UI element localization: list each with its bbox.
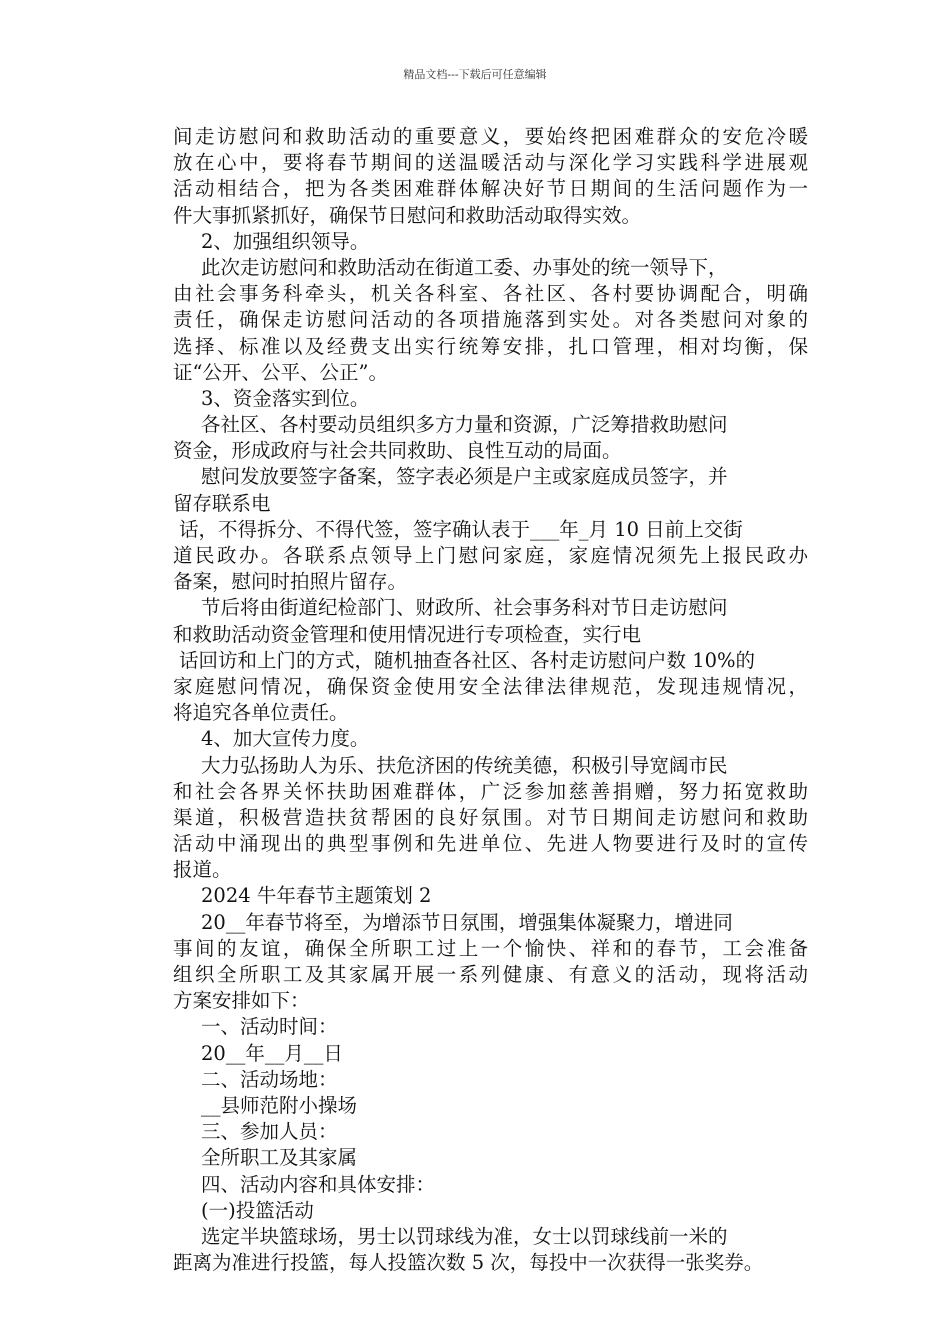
text-line: 四、活动内容和具体安排： [201, 1172, 436, 1196]
text-line: 一、活动时间： [201, 1015, 338, 1039]
text-line: 道民政办。各联系点领导上门慰问家庭，家庭情况须先上报民政办 [173, 544, 808, 567]
text-line: 资金，形成政府与社会共同救助、良性互动的局面。 [173, 439, 622, 463]
text-line: 20__年__月__日 [201, 1041, 343, 1065]
text-line: 慰问发放要签字备案，签字表必须是户主或家庭成员签字，并 [201, 465, 728, 489]
text-line: 家庭慰问情况，确保资金使用安全法律法律规范，发现违规情况， [173, 674, 808, 698]
text-line: 责任，确保走访慰问活动的各项措施落到实处。对各类慰问对象的 [173, 308, 808, 332]
text-line: 话回访和上门的方式，随机抽查各社区、各村走访慰问户数 10%的 [179, 648, 756, 672]
text-line: 二、活动场地： [201, 1067, 338, 1091]
text-line: 和社会各界关怀扶助困难群体，广泛参加慈善捐赠，努力拓宽救助 [173, 779, 808, 803]
text-line: 方案安排如下： [173, 989, 310, 1013]
text-line: 渠道，积极营造扶贫帮困的良好氛围。对节日期间走访慰问和救助 [173, 805, 808, 829]
text-line: 大力弘扬助人为乐、扶危济困的传统美德，积极引导宽阔市民 [201, 753, 728, 777]
text-line: __县师范附小操场 [201, 1093, 358, 1117]
text-line: 话，不得拆分、不得代签，签字确认表于___年_月 10 日前上交街 [179, 517, 743, 541]
text-line: 活动相结合，把为各类困难群体解决好节日期间的生活问题作为一 [173, 177, 808, 201]
text-line: 证“公开、公平、公正”。 [173, 360, 388, 384]
text-line: 报道。 [173, 858, 232, 882]
text-line: 三、参加人员： [201, 1120, 338, 1144]
text-line: 3、资金落实到位。 [201, 386, 370, 410]
text-line: 选定半块篮球场，男士以罚球线为准，女士以罚球线前一米的 [201, 1224, 728, 1248]
text-line: 全所职工及其家属 [201, 1146, 358, 1170]
text-line: 将追究各单位责任。 [173, 701, 349, 725]
text-line: 和救助活动资金管理和使用情况进行专项检查，实行电 [173, 622, 642, 646]
text-line: 件大事抓紧抓好，确保节日慰问和救助活动取得实效。 [173, 203, 642, 227]
text-line: 各社区、各村要动员组织多方力量和资源，广泛筹措救助慰问 [201, 413, 728, 437]
text-line: 留存联系电 [173, 491, 271, 515]
text-line: 2024 牛年春节主题策划 2 [201, 884, 432, 908]
text-line: 间走访慰问和救助活动的重要意义，要始终把困难群众的安危冷暖 [173, 125, 808, 148]
text-line: 选择、标准以及经费支出实行统筹安排，扎口管理，相对均衡，保 [173, 334, 808, 358]
text-line: 节后将由街道纪检部门、财政所、社会事务科对节日走访慰问 [201, 596, 728, 620]
text-line: 放在心中，要将春节期间的送温暖活动与深化学习实践科学进展观 [173, 151, 808, 175]
text-line: (一)投篮活动 [201, 1198, 314, 1222]
text-line: 2、加强组织领导。 [201, 229, 370, 253]
page-header: 精品文档---下载后可任意编辑 [403, 68, 547, 81]
text-line: 组织全所职工及其家属开展一系列健康、有意义的活动，现将活动 [173, 963, 808, 986]
document-body [173, 124, 808, 1276]
text-line: 20__年春节将至，为增添节日氛围，增强集体凝聚力，增进同 [201, 910, 733, 934]
text-line: 4、加大宣传力度。 [201, 727, 370, 751]
text-line: 此次走访慰问和救助活动在街道工委、办事处的统一领导下， [201, 255, 728, 279]
text-line: 距离为准进行投篮，每人投篮次数 5 次，每投中一次获得一张奖券。 [173, 1251, 764, 1275]
text-line: 活动中涌现出的典型事例和先进单位、先进人物要进行及时的宣传 [173, 832, 808, 856]
text-line: 备案，慰问时拍照片留存。 [173, 570, 408, 594]
text-line: 事间的友谊，确保全所职工过上一个愉快、祥和的春节，工会准备 [173, 936, 808, 960]
text-line: 由社会事务科牵头，机关各科室、各社区、各村要协调配合，明确 [173, 282, 808, 306]
